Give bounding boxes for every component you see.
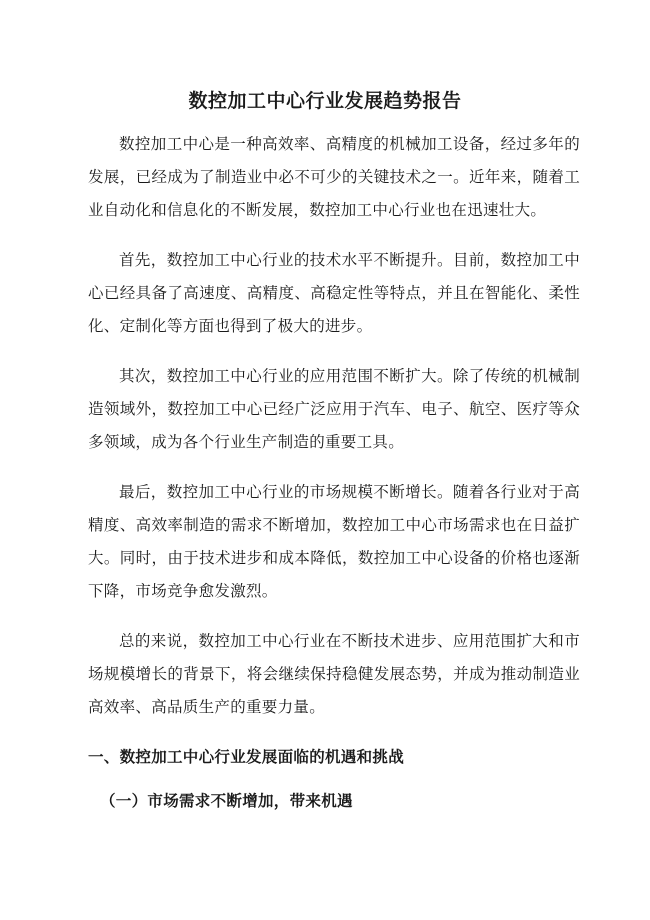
paragraph-summary: 总的来说，数控加工中心行业在不断技术进步、应用范围扩大和市场规模增长的背景下，将会继续保持稳健发展态势，并成为推动制造业高效率、高品质生产的重要力量。 <box>88 632 580 716</box>
paragraph-applications: 其次，数控加工中心行业的应用范围不断扩大。除了传统的机械制造领域外，数控加工中心已经广泛应用于汽车、电子、航空、医疗等众多领域，成为各个行业生产制造的重要工具。 <box>88 367 580 451</box>
subsection-heading: （一）市场需求不断增加，带来机遇 <box>100 791 353 810</box>
section-heading: 一、数控加工中心行业发展面临的机遇和挑战 <box>88 747 405 766</box>
document-body <box>88 128 580 741</box>
paragraph-market: 最后，数控加工中心行业的市场规模不断增长。随着各行业对于高精度、高效率制造的需求不断增加，数控加工中心市场需求也在日益扩大。同时，由于技术进步和成本降低，数控加工中心设备的价格也逐渐下降，市场竞争愈发激烈。 <box>88 483 580 600</box>
document-title: 数控加工中心行业发展趋势报告 <box>188 90 462 112</box>
paragraph-technology: 首先，数控加工中心行业的技术水平不断提升。目前，数控加工中心已经具备了高速度、高精度、高稳定性等特点，并且在智能化、柔性化、定制化等方面也得到了极大的进步。 <box>88 251 580 335</box>
paragraph-intro: 数控加工中心是一种高效率、高精度的机械加工设备，经过多年的发展，已经成为了制造业中必不可少的关键技术之一。近年来，随着工业自动化和信息化的不断发展，数控加工中心行业也在迅速壮大。 <box>88 135 580 219</box>
